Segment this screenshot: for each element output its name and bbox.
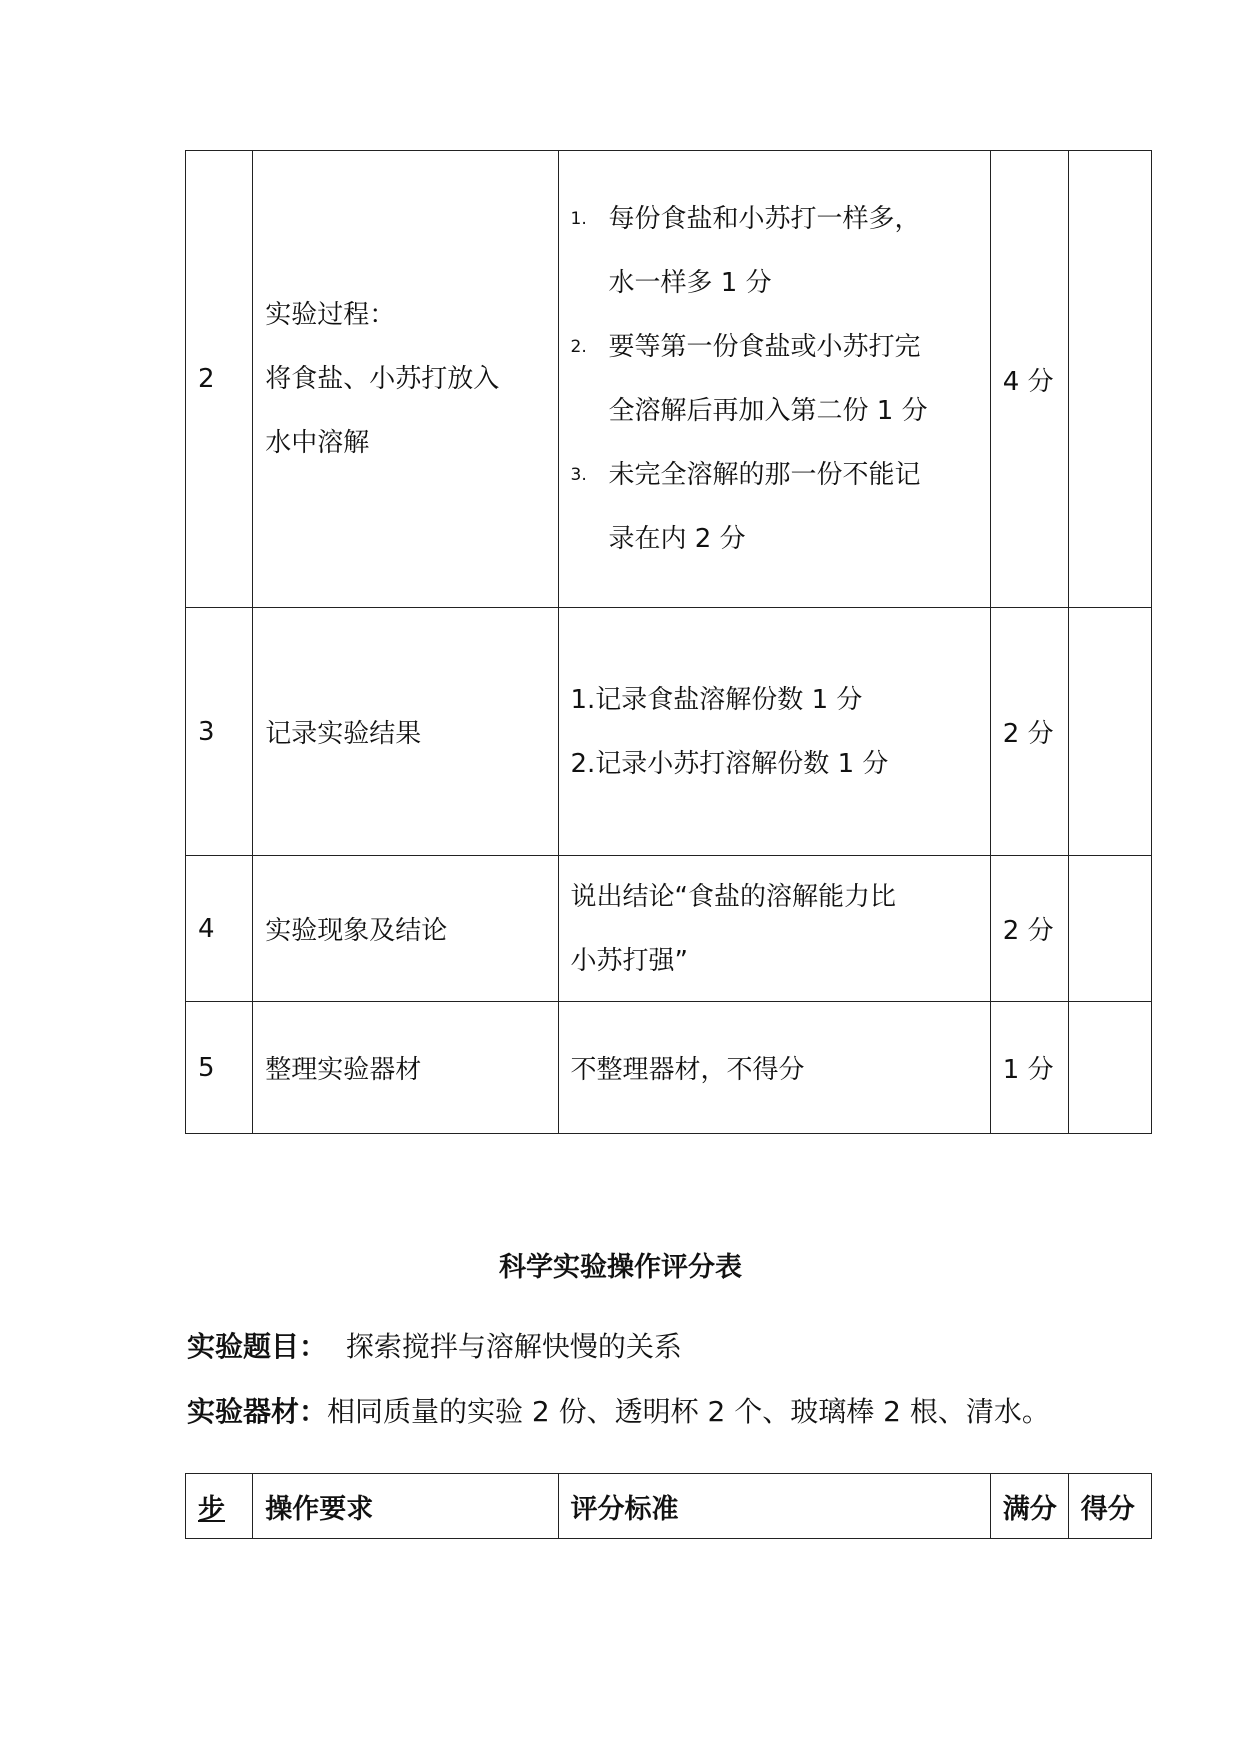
table-row	[186, 151, 1152, 608]
section-title: 科学实验操作评分表	[499, 1252, 742, 1283]
header-requirement: 操作要求	[253, 1474, 558, 1539]
criteria-cell	[558, 151, 990, 608]
score-cell	[1068, 608, 1151, 856]
table-row	[186, 608, 1152, 856]
criteria-list	[571, 187, 990, 571]
criteria-cell: 说出结论“食盐的溶解能力比 小苏打强”	[558, 856, 990, 1002]
table-row	[186, 856, 1152, 1002]
header-row	[186, 1474, 1152, 1539]
requirement-cell: 记录实验结果	[253, 608, 558, 856]
list-item: 全溶解后再加入第二份 1 分	[608, 396, 928, 426]
score-cell	[1068, 1002, 1151, 1134]
topic-value: 探索搅拌与溶解快慢的关系	[345, 1330, 682, 1363]
criteria-cell: 不整理器材，不得分	[558, 1002, 990, 1134]
header-criteria: 评分标准	[558, 1474, 990, 1539]
full-score-cell: 2 分	[990, 856, 1068, 1002]
full-score-cell: 1 分	[990, 1002, 1068, 1134]
scoring-table-header	[185, 1473, 1152, 1539]
score-cell	[1068, 151, 1151, 608]
list-item: 录在内 2 分	[608, 524, 746, 554]
requirement-cell: 实验现象及结论	[253, 856, 558, 1002]
materials-value: 相同质量的实验 2 份、透明杯 2 个、玻璃棒 2 根、清水。	[327, 1395, 1050, 1428]
requirement-cell: 整理实验器材	[253, 1002, 558, 1134]
header-full-score: 满分	[990, 1474, 1068, 1539]
topic-label: 实验题目：	[187, 1330, 328, 1363]
scoring-table-continued	[185, 150, 1152, 1134]
step-cell: 3	[186, 608, 253, 856]
list-item: 3. 未完全溶解的那一份不能记	[570, 460, 921, 490]
full-score-cell: 2 分	[990, 608, 1068, 856]
step-cell: 2	[186, 151, 253, 608]
requirement-cell: 实验过程： 将食盐、小苏打放入 水中溶解	[253, 151, 558, 608]
table-row	[186, 1002, 1152, 1134]
materials-label: 实验器材：	[187, 1395, 328, 1428]
step-cell: 5	[186, 1002, 253, 1134]
criteria-cell: 1.记录食盐溶解份数 1 分 2.记录小苏打溶解份数 1 分	[558, 608, 990, 856]
list-item: 2. 要等第一份食盐或小苏打完	[570, 332, 921, 362]
header-step: 步	[186, 1474, 253, 1539]
topic-line	[187, 1325, 682, 1365]
score-cell	[1068, 856, 1151, 1002]
header-score: 得分	[1068, 1474, 1151, 1539]
list-item: 1. 每份食盐和小苏打一样多，	[570, 204, 921, 234]
list-item: 水一样多 1 分	[608, 268, 772, 298]
full-score-cell: 4 分	[990, 151, 1068, 608]
step-cell: 4	[186, 856, 253, 1002]
materials-line	[187, 1390, 1050, 1430]
